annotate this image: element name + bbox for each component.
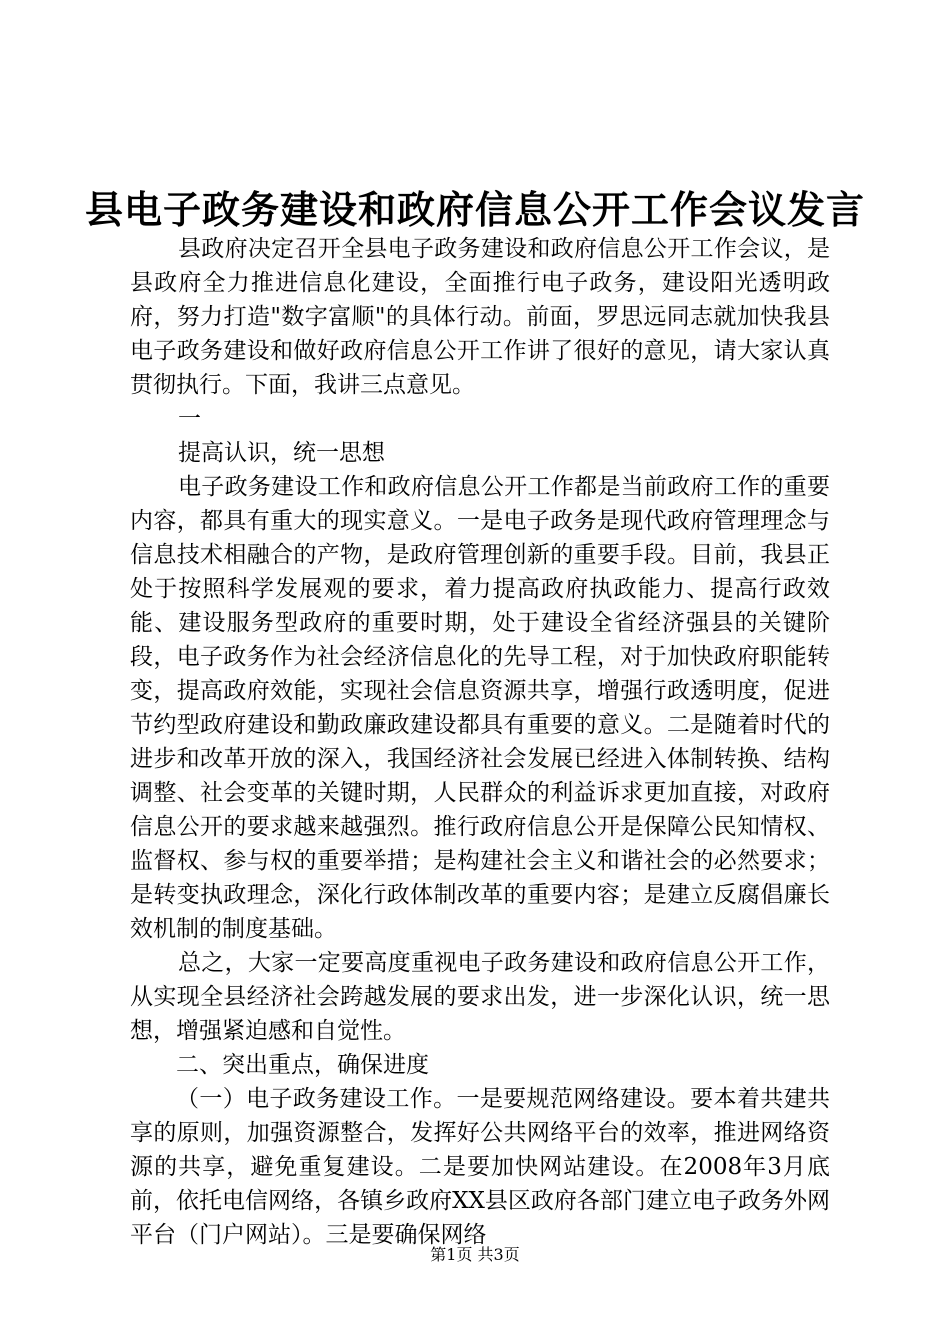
section-two-item-one: （一）电子政务建设工作。一是要规范网络建设。要本着共建共享的原则，加强资源整合，发挥好公共网络平台的效率，推进网络资源的共享，避免重复建设。二是要加快网站建设。在2008年3月底前，依托电信网络，各镇乡政府XX县区政府各部门建立电子政务外网平台（门户网站）。三是要确保网络	[130, 1086, 830, 1248]
document-body	[130, 232, 830, 1252]
document-title: 县电子政务建设和政府信息公开工作会议发言	[84, 187, 865, 232]
section-one-number: 一	[178, 406, 201, 432]
section-one-paragraph: 电子政务建设工作和政府信息公开工作都是当前政府工作的重要内容，都具有重大的现实意义。一是电子政务是现代政府管理理念与信息技术相融合的产物，是政府管理创新的重要手段。目前，我县正处于按照科学发展观的要求，着力提高政府执政能力、提高行政效能、建设服务型政府的重要时期，处于建设全省经济强县的关键阶段，电子政务作为社会经济信息化的先导工程，对于加快政府职能转变，提高政府效能，实现社会信息资源共享，增强行政透明度，促进节约型政府建设和勤政廉政建设都具有重要的意义。二是随着时代的进步和改革开放的深入，我国经济社会发展已经进入体制转换、结构调整、社会变革的关键时期，人民群众的利益诉求更加直接，对政府信息公开的要求越来越强烈。推行政府信息公开是保障公民知情权、监督权、参与权的重要举措；是构建社会主义和谐社会的必然要求；是转变执政理念，深化行政体制改革的重要内容；是建立反腐倡廉长效机制的制度基础。	[130, 474, 830, 942]
section-two-heading: 二、突出重点，确保进度	[176, 1052, 429, 1078]
section-one-heading: 提高认识，统一思想	[178, 440, 385, 466]
intro-paragraph: 县政府决定召开全县电子政务建设和政府信息公开工作会议，是县政府全力推进信息化建设，全面推行电子政务，建设阳光透明政府，努力打造"数字富顺"的具体行动。前面，罗思远同志就加快我县电子政务建设和做好政府信息公开工作讲了很好的意见，请大家认真贯彻执行。下面，我讲三点意见。	[130, 236, 830, 398]
page-number-footer: 第1页 共3页	[430, 1245, 520, 1264]
summary-paragraph: 总之，大家一定要高度重视电子政务建设和政府信息公开工作，从实现全县经济社会跨越发展的要求出发，进一步深化认识，统一思想，增强紧迫感和自觉性。	[130, 950, 830, 1044]
